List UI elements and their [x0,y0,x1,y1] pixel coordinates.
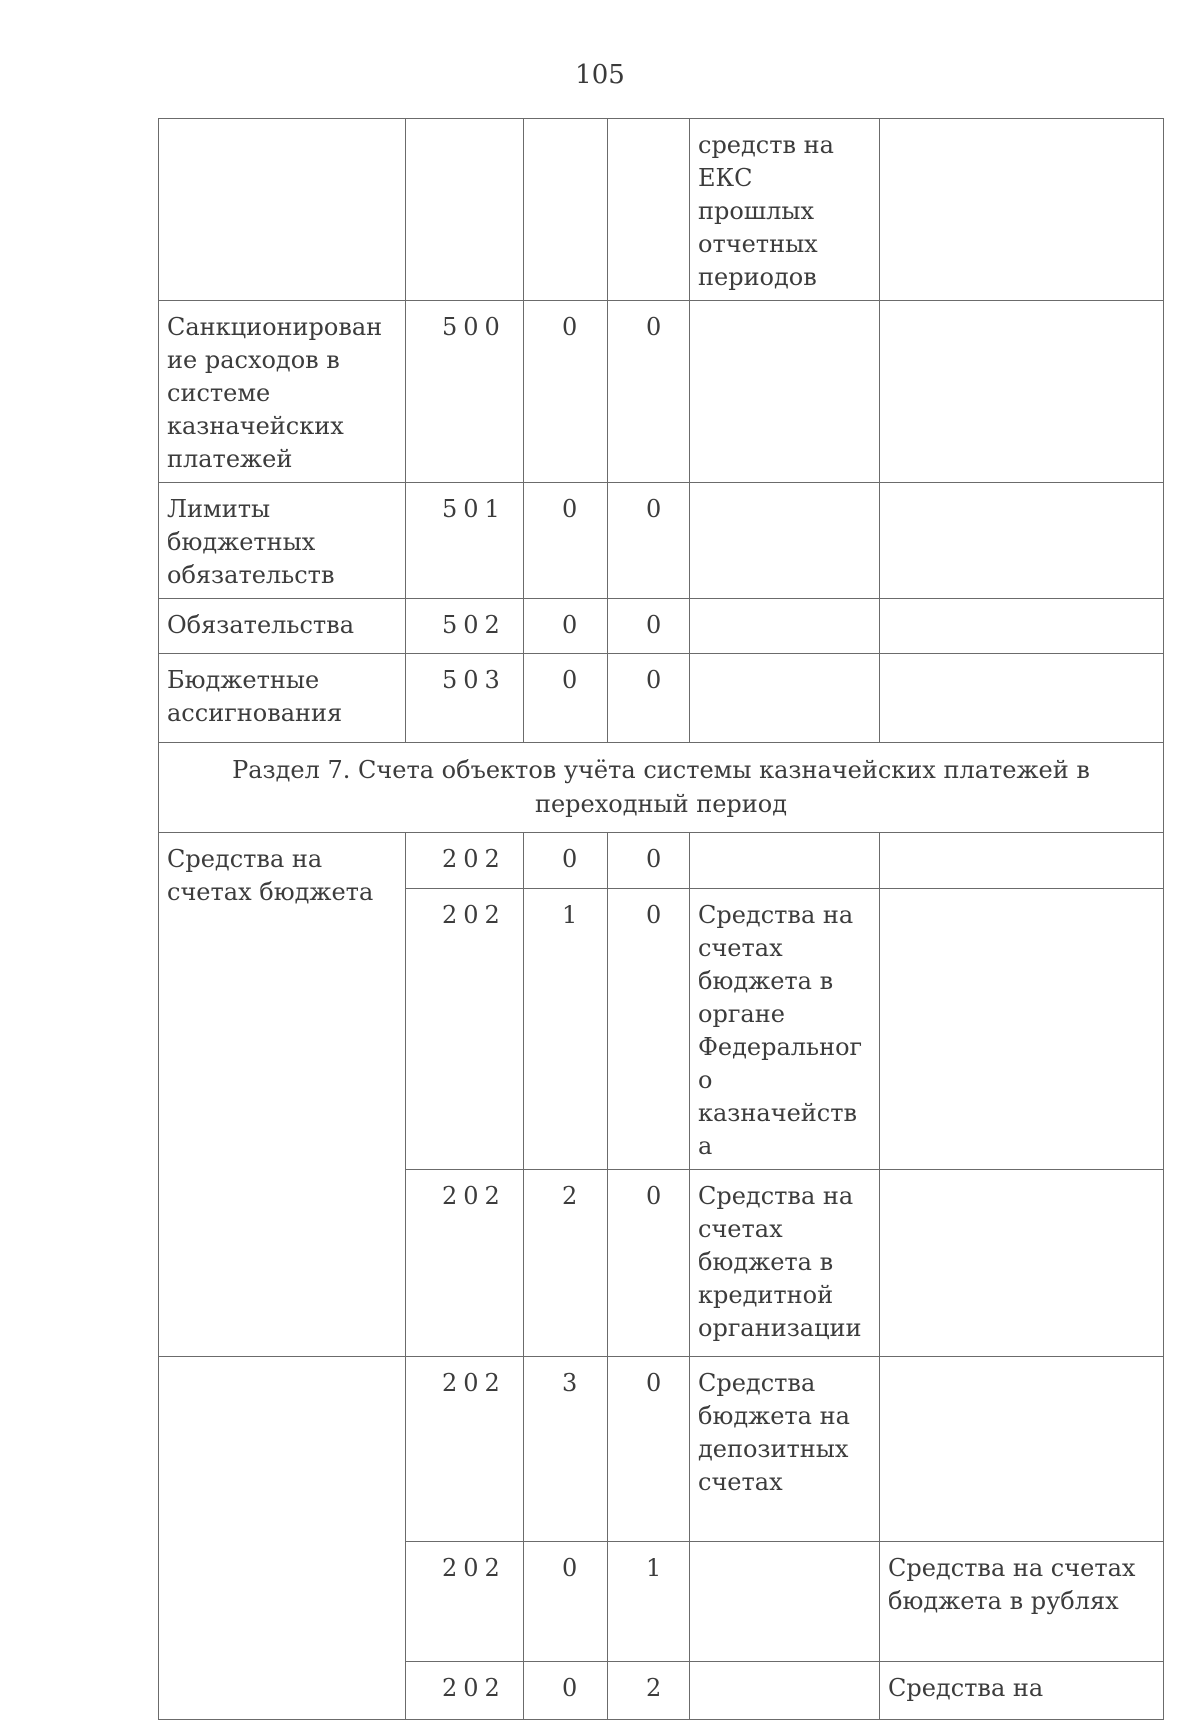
account-code-cell: 503 [406,654,524,743]
analytic-code-cell [608,119,690,301]
analytic-code-cell: 0 [524,1542,608,1662]
section-title: Раздел 7. Счета объектов учёта системы казначейских платежей в переходный период [159,743,1164,833]
table-row [159,654,1164,743]
account-description-cell [690,654,880,743]
account-name-cell: Санкционирование расходов в системе казначейских платежей [159,301,406,483]
account-code-cell [406,119,524,301]
account-description-cell: средств на ЕКС прошлых отчетных периодов [690,119,880,301]
analytic-code-cell: 0 [608,599,690,654]
account-name-cell: Лимиты бюджетных обязательств [159,483,406,599]
subaccount-description-cell [880,301,1164,483]
account-name-cell [159,1357,406,1720]
account-description-cell [690,833,880,889]
account-code-cell: 202 [406,1357,524,1542]
table-row [159,119,1164,301]
account-description-cell [690,301,880,483]
account-description-cell: Средства бюджета на депозитных счетах [690,1357,880,1542]
analytic-code-cell: 0 [608,301,690,483]
table-row [159,1357,1164,1542]
account-description-cell: Средства на счетах бюджета в кредитной организации [690,1170,880,1357]
subaccount-description-cell [880,1357,1164,1542]
analytic-code-cell: 0 [524,599,608,654]
analytic-code-cell: 0 [608,1170,690,1357]
subaccount-description-cell: Средства на [880,1662,1164,1720]
account-description-cell [690,1542,880,1662]
subaccount-description-cell [880,599,1164,654]
subaccount-description-cell [880,483,1164,599]
analytic-code-cell: 0 [524,654,608,743]
account-name-cell: Обязательства [159,599,406,654]
subaccount-description-cell [880,889,1164,1170]
account-name-cell [159,119,406,301]
analytic-code-cell: 2 [608,1662,690,1720]
analytic-code-cell: 0 [524,833,608,889]
analytic-code-cell [524,119,608,301]
account-code-cell: 501 [406,483,524,599]
section-row [159,743,1164,833]
subaccount-description-cell: Средства на счетах бюджета в рублях [880,1542,1164,1662]
table-row [159,301,1164,483]
analytic-code-cell: 0 [608,1357,690,1542]
account-description-cell: Средства на счетах бюджета в органе Федерального казначейства [690,889,880,1170]
account-name-cell: Средства на счетах бюджета [159,833,406,1357]
analytic-code-cell: 0 [608,654,690,743]
analytic-code-cell: 0 [608,483,690,599]
account-code-cell: 502 [406,599,524,654]
analytic-code-cell: 0 [608,833,690,889]
analytic-code-cell: 1 [608,1542,690,1662]
subaccount-description-cell [880,654,1164,743]
analytic-code-cell: 1 [524,889,608,1170]
analytic-code-cell: 0 [524,301,608,483]
subaccount-description-cell [880,1170,1164,1357]
analytic-code-cell: 0 [524,1662,608,1720]
account-name-cell: Бюджетные ассигнования [159,654,406,743]
subaccount-description-cell [880,119,1164,301]
account-description-cell [690,599,880,654]
page-number: 105 [575,60,625,90]
account-code-cell: 500 [406,301,524,483]
analytic-code-cell: 0 [608,889,690,1170]
analytic-code-cell: 0 [524,483,608,599]
table-row [159,483,1164,599]
account-code-cell: 202 [406,1170,524,1357]
account-code-cell: 202 [406,1662,524,1720]
table-row [159,599,1164,654]
account-code-cell: 202 [406,889,524,1170]
analytic-code-cell: 2 [524,1170,608,1357]
account-code-cell: 202 [406,833,524,889]
account-code-cell: 202 [406,1542,524,1662]
analytic-code-cell: 3 [524,1357,608,1542]
table-row [159,833,1164,889]
account-description-cell [690,1662,880,1720]
account-description-cell [690,483,880,599]
subaccount-description-cell [880,833,1164,889]
accounts-table [158,118,1164,1720]
